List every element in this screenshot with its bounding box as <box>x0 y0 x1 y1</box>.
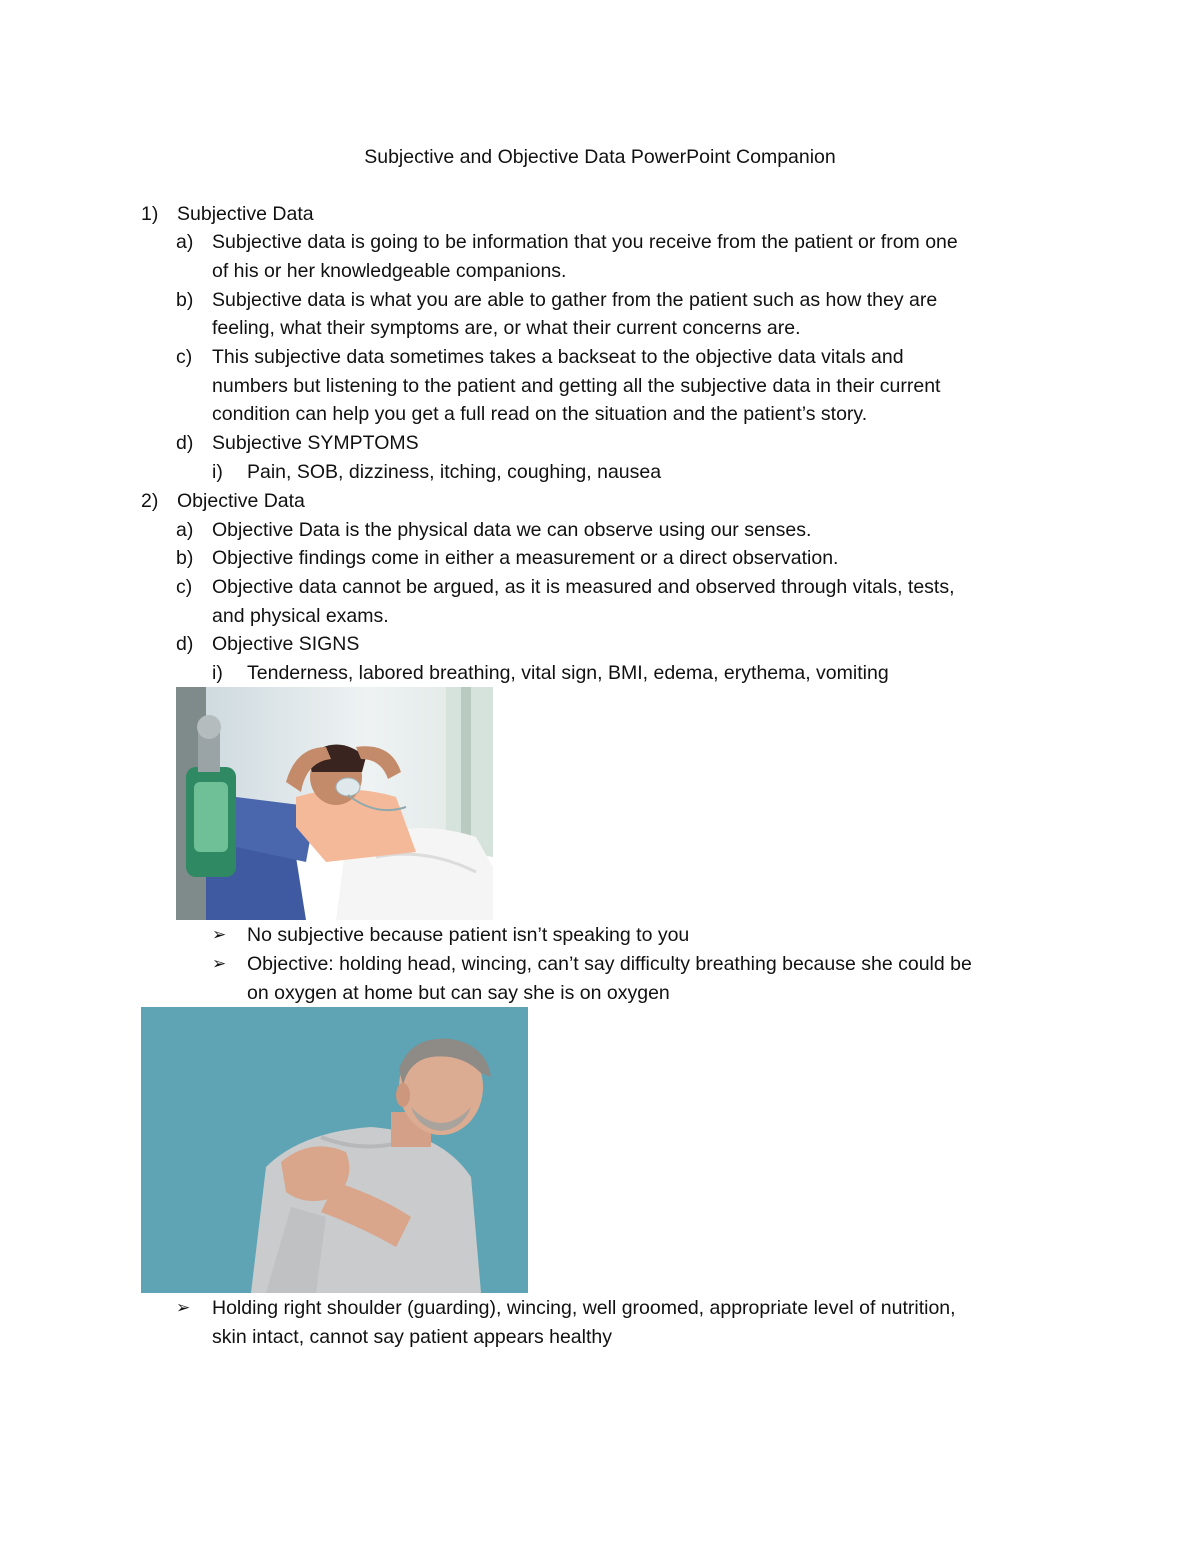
list-text: Pain, SOB, dizziness, itching, coughing, nausea <box>247 461 662 483</box>
bullet-text: Holding right shoulder (guarding), wincing, well groomed, appropriate level of nutrition, <box>212 1297 956 1319</box>
photo-patient-oxygen-mask <box>176 687 493 920</box>
list-text: of his or her knowledgeable companions. <box>212 260 567 282</box>
bullet-text: No subjective because patient isn’t speaking to you <box>247 924 690 946</box>
list-text: Subjective SYMPTOMS <box>212 432 419 454</box>
list-number: 2) <box>141 490 159 512</box>
bullet-text: skin intact, cannot say patient appears healthy <box>212 1326 612 1348</box>
list-item-continuation <box>212 372 940 401</box>
list-item-continuation <box>212 314 801 343</box>
list-text: Objective Data is the physical data we can observe using our senses. <box>212 519 812 541</box>
list-text: Subjective data is going to be information that you receive from the patient or from one <box>212 231 958 253</box>
list-text: numbers but listening to the patient and getting all the subjective data in their current <box>212 375 941 397</box>
bullet-text: Objective: holding head, wincing, can’t say difficulty breathing because she could be <box>247 953 972 975</box>
list-text: Subjective data is what you are able to gather from the patient such as how they are <box>212 289 938 311</box>
section-title: Objective Data <box>177 490 305 512</box>
list-label: c) <box>176 576 193 598</box>
list-text: feeling, what their symptoms are, or what their current concerns are. <box>212 317 801 339</box>
arrow-bullet-icon: ➢ <box>176 1298 191 1317</box>
list-text: Objective data cannot be argued, as it is measured and observed through vitals, tests, <box>212 576 955 598</box>
arrow-bullet-icon: ➢ <box>212 954 227 973</box>
list-label: b) <box>176 547 194 569</box>
section-title: Subjective Data <box>177 203 314 225</box>
list-label: d) <box>176 432 194 454</box>
list-label: a) <box>176 231 194 253</box>
list-text: This subjective data sometimes takes a backseat to the objective data vitals and <box>212 346 904 368</box>
list-text: and physical exams. <box>212 605 389 627</box>
bullet-continuation <box>247 979 670 1008</box>
list-label: d) <box>176 633 194 655</box>
list-label: c) <box>176 346 193 368</box>
bullet-continuation <box>212 1323 612 1352</box>
list-label: b) <box>176 289 194 311</box>
list-item-continuation <box>212 257 566 286</box>
list-label: a) <box>176 519 194 541</box>
list-text: condition can help you get a full read on the situation and the patient’s story. <box>212 403 868 425</box>
photo-man-holding-shoulder <box>141 1007 528 1293</box>
list-number: 1) <box>141 203 159 225</box>
list-item-continuation <box>212 602 389 631</box>
list-text: Objective SIGNS <box>212 633 360 655</box>
bullet-text: on oxygen at home but can say she is on oxygen <box>247 982 670 1004</box>
document-title: Subjective and Objective Data PowerPoint Companion <box>364 146 836 168</box>
list-label: i) <box>212 461 223 483</box>
list-text: Objective findings come in either a measurement or a direct observation. <box>212 547 839 569</box>
list-label: i) <box>212 662 223 684</box>
arrow-bullet-icon: ➢ <box>212 925 227 944</box>
list-text: Tenderness, labored breathing, vital sign, BMI, edema, erythema, vomiting <box>247 662 889 684</box>
list-item-continuation <box>212 400 867 429</box>
